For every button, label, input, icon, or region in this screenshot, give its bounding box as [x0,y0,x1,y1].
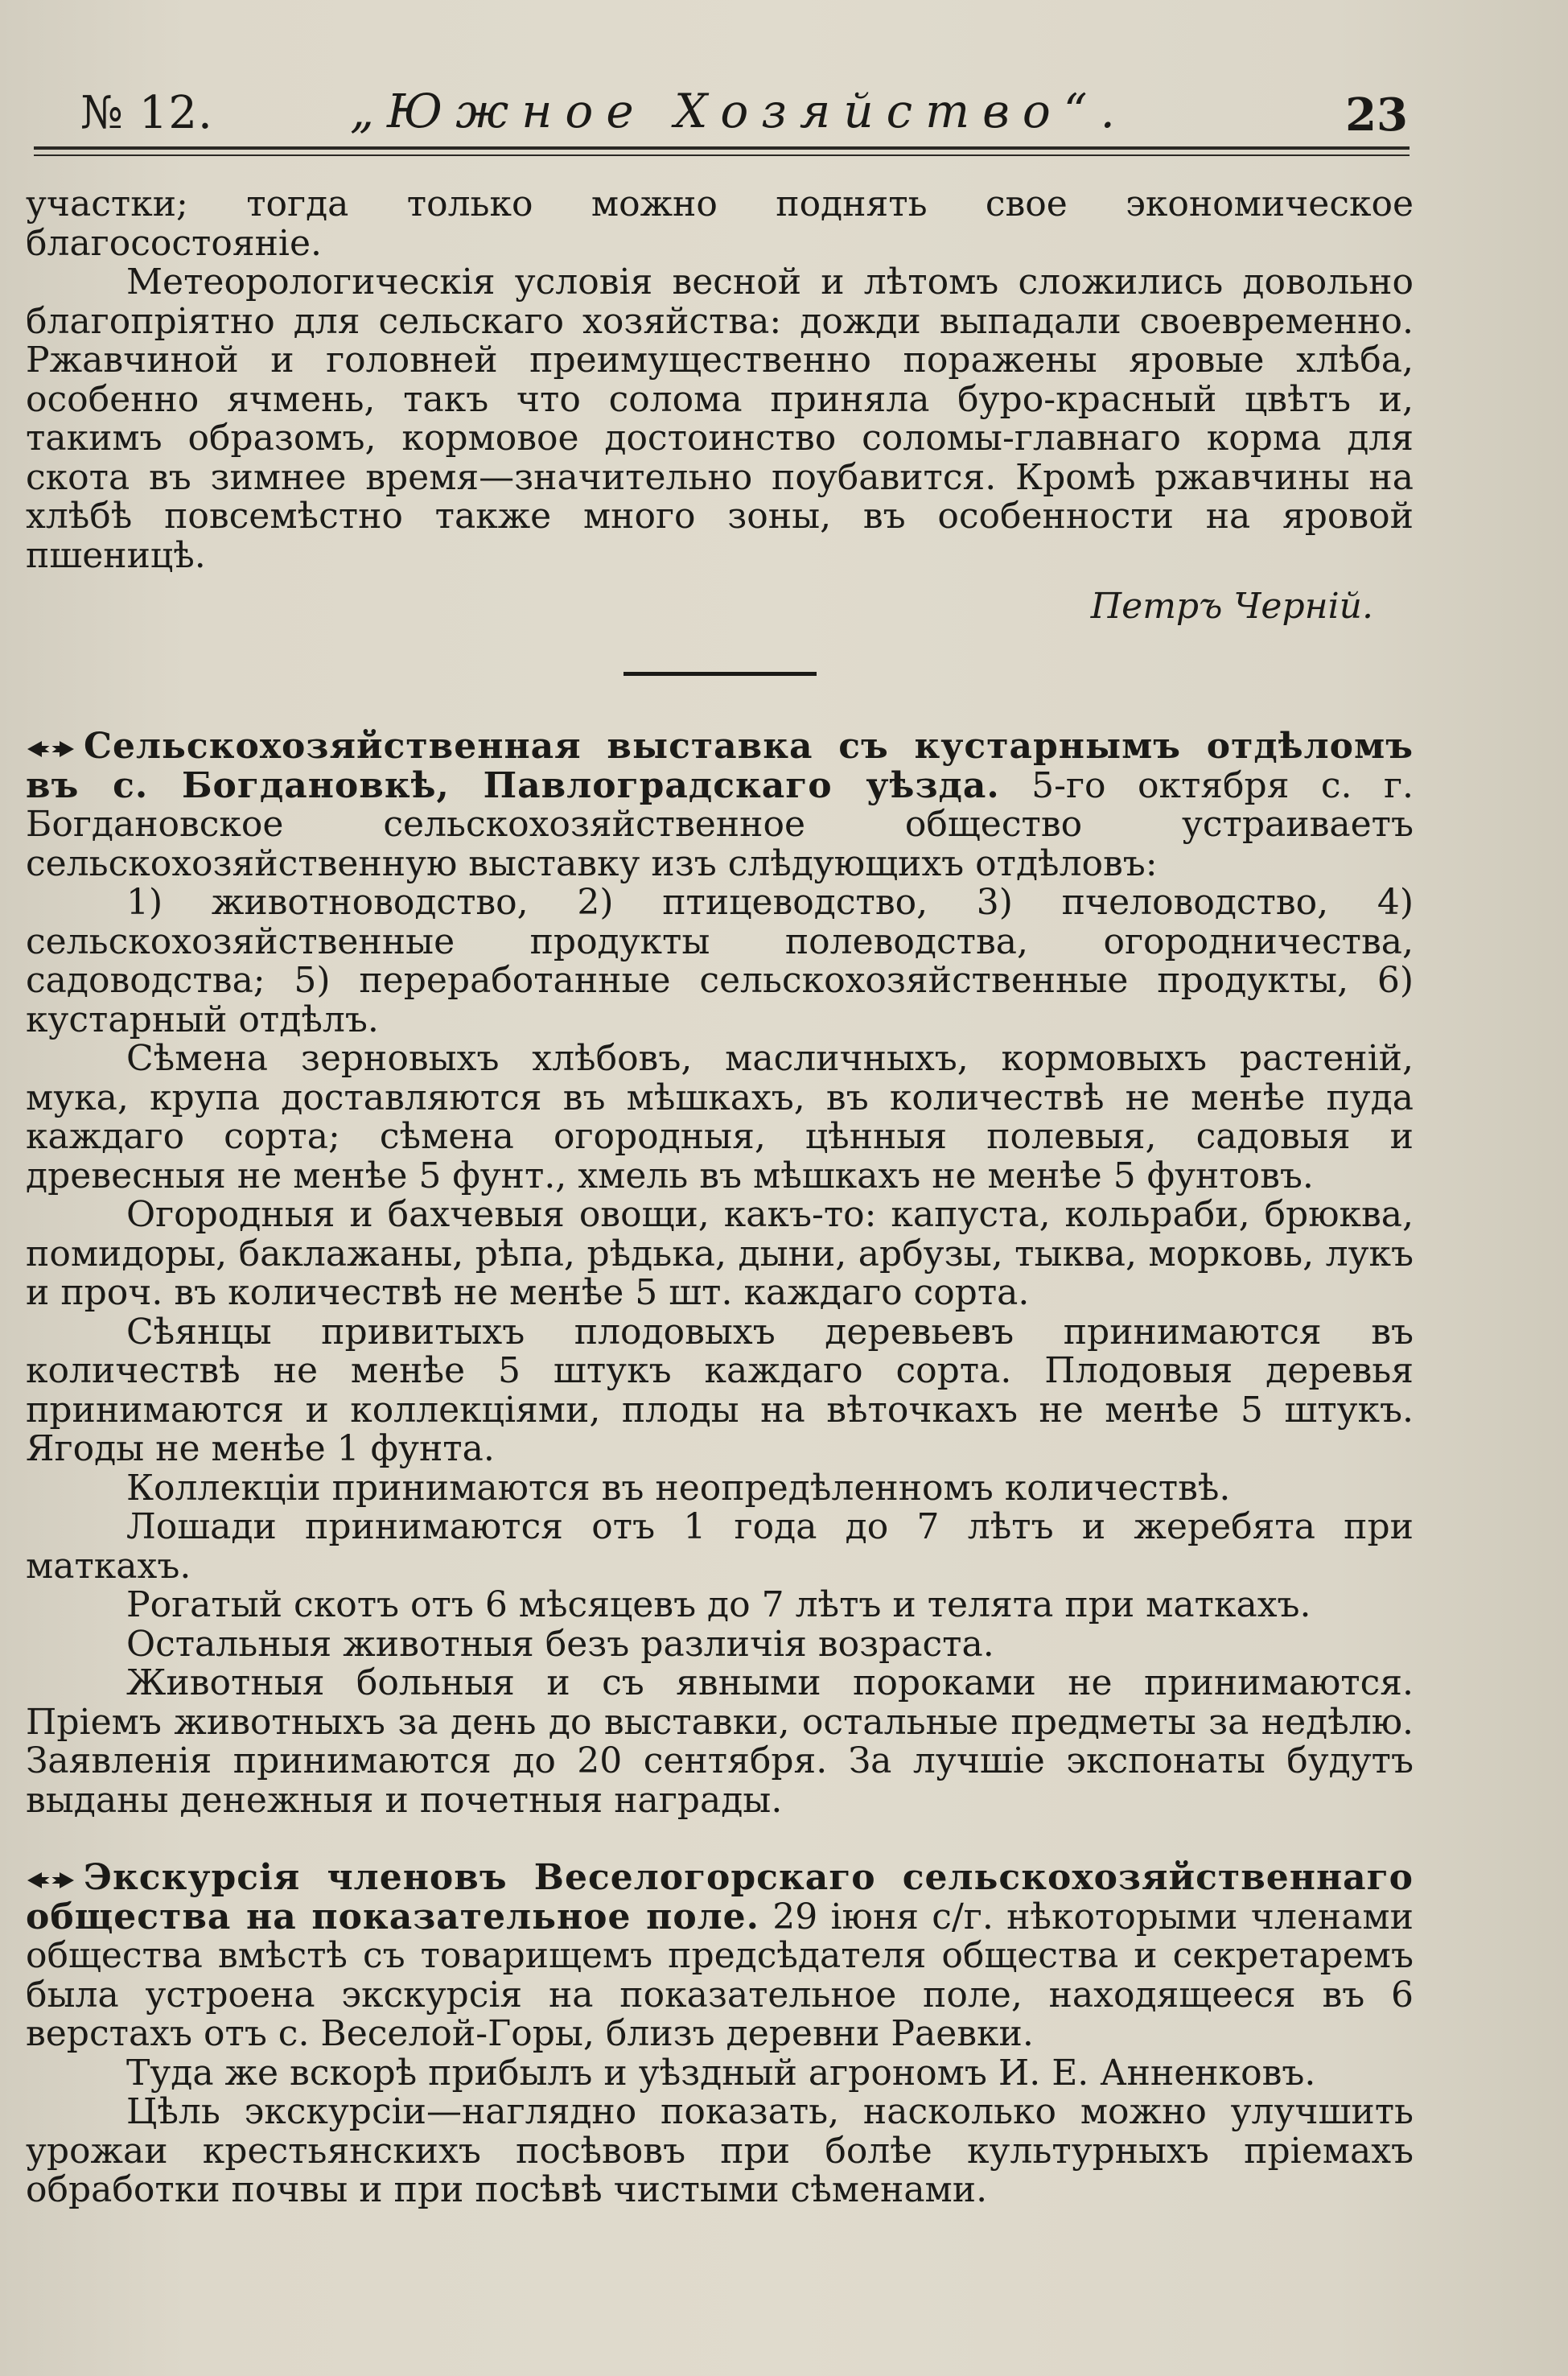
paragraph: Коллекціи принимаются въ неопредѣленномъ количествѣ. [126,1467,1231,1509]
paragraph: Животныя больныя и съ явными пороками не принимаются. Пріемъ животныхъ за день до выставки, остальные предметы за недѣлю. Заявленія принимаются до 20 сентября. За лучшіе экспонаты будутъ выданы денежныя и почетныя награды. [26,1662,1414,1821]
article-title: Сельскохозяйственная выставка съ кустарнымъ отдѣломъ въ с. Богдановкѣ, Павлоградскаго уѣзда. [26,726,1414,806]
paragraph: Сѣянцы привитыхъ плодовыхъ деревьевъ принимаются въ количествѣ не менѣе 5 штукъ каждаго сорта. Плодовыя деревья принимаются и коллекціями, плоды на вѣточкахъ не менѣе 5 штукъ. Ягоды не менѣе 1 фунта. [26,1311,1414,1469]
diamond-bullet-icon [26,1871,76,1890]
running-header [32,84,1408,151]
paragraph: Лошади принимаются отъ 1 года до 7 лѣтъ и жеребята при маткахъ. [26,1506,1414,1587]
paragraph: Рогатый скотъ отъ 6 мѣсяцевъ до 7 лѣтъ и телята при маткахъ. [126,1584,1311,1625]
section-divider [623,672,817,676]
paragraph: Остальныя животныя безъ различія возраста. [126,1623,994,1665]
paragraph: Метеорологическія условія весной и лѣтомъ сложились довольно благопріятно для сельскаго хозяйства: дожди выпадали своевременно. Ржавчиной и головней преимущественно поражены яровые хлѣба, особенно ячмень, такъ что солома приняла буро-красный цвѣтъ и, такимъ образомъ, кормовое достоинство соломы-главнаго корма для скота въ зимнее время—значительно поубавится. Кромѣ ржавчины на хлѣбѣ повсемѣстно также много зоны, въ особенности на яровой пшеницѣ. [26,261,1414,576]
page-number: 23 [1345,89,1408,142]
paragraph: Туда же вскорѣ прибылъ и уѣздный агрономъ И. Е. Анненковъ. [126,2052,1316,2094]
journal-title: „Южное Хозяйство“. [350,84,1128,138]
article-lead: 5-го октября с. г. Богдановское сельскохозяйственное общество устраиваетъ сельскохозяйственную выставку изъ слѣдующихъ отдѣловъ: [26,764,1414,884]
issue-number: № 12. [80,87,213,139]
paragraph: Цѣль экскурсіи—наглядно показать, насколько можно улучшить урожаи крестьянскихъ посѣвовъ при болѣе культурныхъ пріемахъ обработки почвы и при посѣвѣ чистыми сѣменами. [26,2091,1414,2210]
paragraph: Сѣмена зерновыхъ хлѣбовъ, масличныхъ, кормовыхъ растеній, мука, крупа доставляются въ мѣшкахъ, въ количествѣ не менѣе пуда каждаго сорта; сѣмена огородныя, цѣнныя полевыя, садовыя и древесныя не менѣе 5 фунт., хмель въ мѣшкахъ не менѣе 5 фунтовъ. [26,1038,1414,1196]
header-rule-thin [34,154,1410,156]
paragraph: участки; тогда только можно поднять свое экономическое благосостояніе. [26,183,1414,264]
header-rule-thick [34,146,1410,150]
article-title: Экскурсія членовъ Веселогорскаго сельскохозяйственнаго общества на показательное поле. [26,1857,1414,1937]
article-lead: 29 іюня с/г. нѣкоторыми членами общества вмѣстѣ съ товарищемъ предсѣдателя общества и секретаремъ была устроена экскурсія на показательное поле, находящееся въ 6 верстахъ отъ с. Веселой-Горы, близъ деревни Раевки. [26,1896,1414,2054]
article-heading-paragraph [26,727,1414,883]
author-signature: Петръ Черній. [1090,586,1373,627]
paragraph: Огородныя и бахчевыя овощи, какъ-то: капуста, кольраби, брюква, помидоры, баклажаны, рѣпа, рѣдька, дыни, арбузы, тыква, морковь, лукъ и проч. въ количествѣ не менѣе 5 шт. каждаго сорта. [26,1194,1414,1313]
spacer [26,1820,1414,1859]
paragraph: 1) животноводство, 2) птицеводство, 3) пчеловодство, 4) сельскохозяйственные продукты полеводства, огородничества, садоводства; 5) переработанные сельскохозяйственные продукты, 6) кустарный отдѣлъ. [26,882,1414,1040]
article-body [26,185,1414,2210]
diamond-bullet-icon [26,739,76,759]
article-heading-paragraph [26,1859,1414,2054]
